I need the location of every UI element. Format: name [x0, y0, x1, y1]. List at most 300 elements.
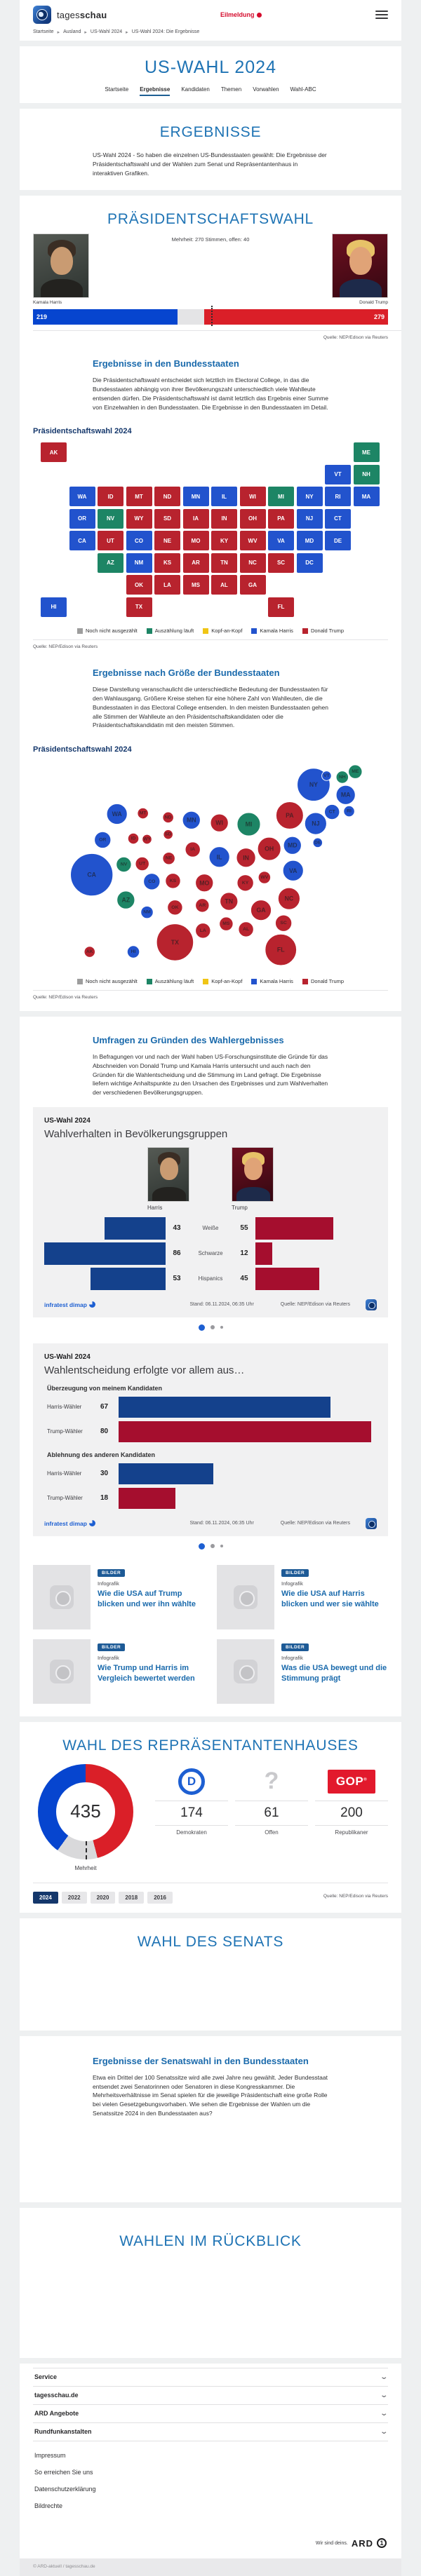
harris-name: Kamala Harris	[33, 300, 62, 306]
chart-source: Quelle: NEP/Edison via Reuters	[280, 1302, 350, 1308]
year-chip-2020[interactable]: 2020	[91, 1892, 116, 1904]
state-tile-DE[interactable]: DE	[325, 531, 351, 550]
harris-votes-segment[interactable]: 219	[33, 309, 178, 325]
hamburger-menu-icon[interactable]	[375, 8, 388, 21]
footer-accordions	[33, 2368, 388, 2441]
tagesschau-globe-icon	[33, 6, 51, 24]
state-bubble-KS[interactable]	[166, 874, 180, 888]
state-tile-VA[interactable]: VA	[268, 531, 294, 550]
state-bubble-IL[interactable]	[209, 847, 229, 867]
state-bubble-label: MI	[245, 820, 253, 828]
copyright-strip: © ARD-aktuell / tagesschau.de	[20, 2558, 401, 2576]
state-bubble-label: TX	[171, 938, 179, 946]
breadcrumb-item[interactable]: Startseite	[33, 29, 54, 34]
state-bubble-AZ[interactable]	[117, 891, 135, 909]
bundesstaaten-text: Die Präsidentschaftswahl entscheidet sich letztlich im Electoral College, in das die Bundesstaaten abhängig von ihrer Bevölkerungszahl unterschiedlich viele Wahlleute entsenden dürfen. Die Präsidentschaftswahl ist damit letztlich das Ergebnis einer Summe von Einzelwahlen in den Bundesstaaten. Die Ergebnisse in den Bundesstaaten im Detail.	[93, 377, 328, 411]
state-bubble-label: AR	[199, 902, 206, 908]
carousel-dot-3[interactable]	[220, 1545, 223, 1547]
harris-photo-small	[147, 1147, 189, 1202]
teaser-image-placeholder	[33, 1565, 91, 1629]
group-label: Überzeugung von meinem Kandidaten	[47, 1384, 163, 1392]
voter-bar[interactable]	[119, 1463, 213, 1484]
state-bubble-OK[interactable]	[168, 900, 182, 915]
majority-note: Mehrheit: 270 Stimmen, offen: 40	[171, 236, 250, 243]
state-bubble-label: CO	[148, 879, 156, 884]
harris-bar-zone	[44, 1217, 166, 1240]
repraesentantenhaus-card	[20, 1722, 401, 1913]
footer-accordion-service[interactable]	[33, 2368, 388, 2386]
legend-label: Donald Trump	[310, 978, 345, 984]
tagesschau-globe-watermark-icon	[234, 1660, 258, 1683]
state-tile-MS[interactable]: MS	[183, 575, 209, 595]
chevron-down-icon: ⌄	[379, 2373, 388, 2381]
decision-group	[44, 1385, 377, 1443]
chart-source: Quelle: NEP/Edison via Reuters	[280, 1521, 350, 1526]
state-tile-UT[interactable]: UT	[98, 531, 123, 550]
voter-value: 80	[100, 1428, 109, 1436]
legend-label: Kopf-an-Kopf	[211, 628, 243, 635]
footer-accordion-rundfunkanstalten[interactable]	[33, 2422, 388, 2441]
harris-label: Harris	[147, 1204, 163, 1211]
state-bubble-IA[interactable]	[185, 842, 200, 857]
state-tile-SC[interactable]: SC	[268, 553, 294, 573]
state-tile-NC[interactable]: NC	[240, 553, 266, 573]
trump-bar[interactable]	[255, 1217, 333, 1240]
state-tile-IA[interactable]: IA	[183, 509, 209, 529]
state-bubble-HI[interactable]	[127, 946, 140, 958]
umfragen-card	[20, 1017, 401, 1716]
harris-bar[interactable]	[44, 1242, 166, 1265]
state-bubble-label: ND	[164, 815, 172, 820]
infografik-teaser-link[interactable]	[217, 1565, 388, 1629]
state-bubble-label: VA	[288, 867, 298, 874]
ergebnisse-card	[20, 109, 401, 190]
state-bubble-label: AK	[86, 949, 93, 955]
state-bubble-GA[interactable]	[250, 900, 271, 921]
legend-swatch	[147, 628, 152, 634]
praesident-title: PRÄSIDENTSCHAFTSWAHL	[107, 211, 314, 228]
state-bubble-CA[interactable]	[71, 853, 113, 895]
state-bubble-MA[interactable]	[336, 785, 355, 804]
tagesschau-globe-watermark-icon	[234, 1585, 258, 1609]
footer-link-bildrechte[interactable]: Bildrechte	[34, 2502, 63, 2509]
voter-label: Trump-Wähler	[47, 1428, 83, 1435]
open-votes-segment[interactable]	[178, 309, 204, 325]
state-tile-NJ[interactable]: NJ	[297, 509, 323, 529]
majority-270-marker	[211, 306, 213, 326]
chart-stand: Stand: 06.11.2024, 06:35 Uhr	[189, 1521, 254, 1526]
state-tile-CA[interactable]: CA	[69, 531, 95, 550]
state-tile-IN[interactable]: IN	[211, 509, 237, 529]
state-bubble-NM[interactable]	[141, 906, 154, 918]
voter-bar[interactable]	[119, 1397, 330, 1418]
state-bubble-MN[interactable]	[182, 811, 200, 829]
accordion-label: Service	[34, 2373, 58, 2380]
state-bubble-label: GA	[256, 907, 266, 914]
legend-label: Auszählung läuft	[154, 628, 194, 635]
state-bubble-WV[interactable]	[258, 872, 271, 884]
teaser-title[interactable]: Was die USA bewegt und die Stimmung prägt	[281, 1663, 387, 1683]
teaser-image-placeholder	[217, 1639, 274, 1704]
state-tile-FL[interactable]: FL	[268, 597, 294, 617]
state-bubble-WI[interactable]	[210, 814, 228, 832]
legend-label: Kamala Harris	[260, 978, 293, 984]
infratest-dimap-logo: infratest dimap	[44, 1301, 95, 1308]
state-tile-ME[interactable]: ME	[354, 442, 380, 462]
state-tile-OR[interactable]: OR	[69, 509, 95, 529]
trump-bar[interactable]	[255, 1242, 272, 1265]
senatswahl-heading[interactable]: Ergebnisse der Senatswahl in den Bundesstaaten	[93, 2055, 309, 2066]
state-bubble-label: OK	[171, 904, 179, 910]
state-tile-OH[interactable]: OH	[240, 509, 266, 529]
state-tile-MN[interactable]: MN	[183, 487, 209, 506]
teaser-image-placeholder	[217, 1565, 274, 1629]
tab-vorwahlen[interactable]: Vorwahlen	[253, 86, 279, 93]
state-tile-NM[interactable]: NM	[126, 553, 152, 573]
state-tile-ND[interactable]: ND	[154, 487, 180, 506]
state-bubble-label: SC	[280, 921, 287, 926]
state-bubble-label: SD	[164, 832, 172, 837]
state-bubble-label: IL	[216, 853, 222, 861]
trump-bar[interactable]	[255, 1268, 319, 1290]
party-stat-offen	[235, 1767, 308, 1836]
breadcrumb-item[interactable]: Ausland	[63, 29, 81, 34]
majority-dashed-marker	[86, 1841, 87, 1859]
state-bubble-TN[interactable]	[220, 893, 238, 910]
groesse-heading[interactable]: Ergebnisse nach Größe der Bundesstaaten	[93, 667, 280, 679]
trump-value: 55	[240, 1224, 248, 1233]
legend-label: Auszählung läuft	[154, 978, 194, 984]
harris-value: 43	[173, 1224, 181, 1233]
trump-value: 45	[240, 1275, 248, 1283]
state-tile-MD[interactable]: MD	[297, 531, 323, 550]
groesse-text: Diese Darstellung veranschaulicht die unterschiedliche Bedeutung der Bundesstaaten für den Wahlausgang. Größere Kreise stehen für eine höhere Zahl von Wahlleuten, die die Bundesstaaten in das Electoral College entsenden. In den meisten Bundesstaaten gehen alle Stimmen der Wahlleute an den Präsidentschaftskandidaten oder die Präsidentschaftskandidatin mit den meisten Stimmen.	[93, 686, 328, 729]
year-chip-2018[interactable]: 2018	[119, 1892, 144, 1904]
infografik-wahlverhalten	[33, 1107, 388, 1317]
state-bubble-CT[interactable]	[325, 804, 340, 819]
voter-value: 18	[100, 1494, 109, 1503]
state-bubble-CO[interactable]	[144, 874, 160, 890]
infratest-dimap-logo: infratest dimap	[44, 1520, 95, 1527]
trump-label: Trump	[232, 1204, 248, 1211]
state-tile-OK[interactable]: OK	[126, 575, 152, 595]
state-bubble-AL[interactable]	[239, 922, 253, 937]
trump-votes-segment[interactable]: 279	[204, 309, 388, 325]
state-bubble-label: UT	[139, 861, 146, 867]
legend-label: Noch nicht ausgezählt	[85, 978, 138, 984]
umfragen-heading[interactable]: Umfragen zu Gründen des Wahlergebnisses	[93, 1035, 284, 1045]
house-total: 435	[70, 1801, 101, 1822]
ergebnisse-title: ERGEBNISSE	[159, 124, 262, 140]
state-tile-VT[interactable]: VT	[325, 465, 351, 484]
democrat-d-logo-icon	[155, 1767, 228, 1796]
state-tile-NV[interactable]: NV	[98, 509, 123, 529]
state-tile-PA[interactable]: PA	[268, 509, 294, 529]
teaser-text	[98, 1565, 204, 1629]
state-bubble-label: PA	[286, 811, 294, 819]
harris-bar[interactable]	[91, 1268, 165, 1290]
state-bubble-NH[interactable]	[336, 771, 349, 784]
decision-row	[44, 1487, 377, 1510]
state-bubble-label: NH	[338, 774, 346, 780]
state-bubble-label: CT	[328, 809, 335, 815]
state-bubble-DE[interactable]	[313, 838, 323, 848]
decision-row	[44, 1463, 377, 1485]
teaser-kicker: Infografik	[98, 1654, 119, 1661]
decision-bar-chart	[44, 1385, 377, 1510]
state-bubble-UT[interactable]	[135, 857, 149, 870]
party-stat-republikaner	[315, 1767, 388, 1836]
state-tile-GA[interactable]: GA	[240, 575, 266, 595]
state-tile-MT[interactable]: MT	[126, 487, 152, 506]
tab-startseite[interactable]: Startseite	[105, 86, 129, 93]
category-label: Hispanics	[198, 1275, 223, 1282]
state-tile-HI[interactable]: HI	[41, 597, 67, 617]
tagesschau-globe-watermark-icon	[50, 1585, 74, 1609]
legend-label: Noch nicht ausgezählt	[85, 628, 138, 635]
state-bubble-label: ME	[352, 769, 359, 775]
state-bubble-label: WI	[215, 819, 224, 827]
state-bubble-label: MS	[222, 921, 230, 927]
state-bubble-KY[interactable]	[237, 875, 253, 891]
breadcrumb-separator: ▸	[57, 30, 60, 35]
legend-item	[147, 628, 194, 634]
state-bubble-MT[interactable]	[138, 808, 149, 819]
footer-accordion-ard-angebote[interactable]	[33, 2404, 388, 2422]
breaking-news-link[interactable]	[220, 11, 262, 18]
teaser-kicker: Infografik	[98, 1580, 119, 1587]
footer	[20, 2364, 401, 2558]
footer-link-datenschutzerkl-rung[interactable]: Datenschutzerklärung	[34, 2485, 96, 2493]
trump-bar-zone	[255, 1242, 377, 1265]
state-bubble-label: OR	[99, 837, 107, 843]
footer-link-so-erreichen-sie-uns[interactable]: So erreichen Sie uns	[34, 2468, 93, 2476]
state-bubble-AK[interactable]	[84, 947, 95, 958]
state-bubble-WA[interactable]	[107, 804, 127, 824]
donald-trump-photo	[332, 233, 388, 298]
state-tile-NH[interactable]: NH	[354, 465, 380, 484]
state-bubble-OH[interactable]	[258, 837, 281, 860]
teaser-kicker: Infografik	[281, 1580, 303, 1587]
state-tile-CO[interactable]: CO	[126, 531, 152, 550]
state-tile-AL[interactable]: AL	[211, 575, 237, 595]
state-tile-WA[interactable]: WA	[69, 487, 95, 506]
state-tile-NE[interactable]: NE	[154, 531, 180, 550]
source-note: Quelle: NEP/Edison via Reuters	[33, 639, 388, 649]
teaser-text	[281, 1639, 388, 1704]
cartogram-title: Präsidentschaftswahl 2024	[33, 745, 132, 754]
state-tile-ID[interactable]: ID	[98, 487, 123, 506]
tab-kandidaten[interactable]: Kandidaten	[181, 86, 210, 93]
state-tile-RI[interactable]: RI	[325, 487, 351, 506]
tab-themen[interactable]: Themen	[220, 86, 242, 93]
state-bubble-MD[interactable]	[283, 836, 301, 854]
infografik-teaser-link[interactable]	[33, 1565, 204, 1629]
state-bubble-IN[interactable]	[236, 848, 255, 867]
teaser-title[interactable]: Wie Trump und Harris im Vergleich bewertet werden	[98, 1663, 195, 1683]
state-tile-NY[interactable]: NY	[297, 487, 323, 506]
teaser-text	[98, 1639, 204, 1704]
state-tile-AR[interactable]: AR	[183, 553, 209, 573]
carousel-dots	[20, 1536, 401, 1552]
state-tile-IL[interactable]: IL	[211, 487, 237, 506]
state-bubble-label: NY	[309, 781, 319, 789]
state-bubble-label: AZ	[121, 896, 131, 904]
harris-bar[interactable]	[105, 1217, 165, 1240]
choropleth-title: Präsidentschaftswahl 2024	[33, 427, 132, 436]
state-tile-AK[interactable]: AK	[41, 442, 67, 462]
legend-swatch	[302, 979, 308, 984]
state-bubble-LA[interactable]	[196, 923, 210, 938]
chevron-down-icon: ⌄	[379, 2391, 388, 2399]
ard-logo[interactable]	[33, 2514, 388, 2558]
state-bubble-SC[interactable]	[275, 915, 291, 931]
year-chip-2016[interactable]: 2016	[147, 1892, 173, 1904]
infografik-teaser-link[interactable]	[33, 1639, 204, 1704]
state-tile-CT[interactable]: CT	[325, 509, 351, 529]
state-tile-WI[interactable]: WI	[240, 487, 266, 506]
carousel-dot-2[interactable]	[210, 1325, 215, 1329]
source-note: Quelle: NEP/Edison via Reuters	[33, 330, 401, 340]
state-tile-KS[interactable]: KS	[154, 553, 180, 573]
chart-kicker: US-Wahl 2024	[44, 1116, 91, 1125]
state-bubble-VA[interactable]	[283, 860, 303, 881]
teaser-title[interactable]: Wie die USA auf Harris blicken und wer sie wählte	[281, 1589, 379, 1608]
seat-count: 61	[235, 1801, 308, 1826]
harris-value: 86	[173, 1249, 181, 1258]
tab-wahl-abc[interactable]: Wahl-ABC	[290, 86, 316, 93]
tab-ergebnisse[interactable]: Ergebnisse	[140, 86, 170, 96]
state-tile-MA[interactable]: MA	[354, 487, 380, 506]
footer-accordion-tagesschau-de[interactable]	[33, 2386, 388, 2404]
state-bubble-NC[interactable]	[278, 888, 300, 909]
state-bubble-FL[interactable]	[265, 934, 297, 965]
state-bubble-MS[interactable]	[220, 917, 233, 930]
bilder-badge: BILDER	[281, 1569, 309, 1577]
state-bubble-label: NJ	[312, 820, 320, 827]
question-mark-icon: ?	[264, 1768, 279, 1795]
carousel-dot-1[interactable]	[199, 1543, 205, 1550]
carousel-dot-2[interactable]	[210, 1544, 215, 1548]
year-chip-2024[interactable]: 2024	[33, 1892, 58, 1904]
state-bubble-OR[interactable]	[95, 832, 111, 848]
state-tile-MI[interactable]: MI	[268, 487, 294, 506]
demographics-row	[44, 1242, 377, 1266]
demographics-bar-chart	[44, 1216, 377, 1291]
footer-link-impressum[interactable]: Impressum	[34, 2451, 66, 2459]
breadcrumb-item[interactable]: US-Wahl 2024: Die Ergebnisse	[131, 29, 200, 34]
state-tile-TN[interactable]: TN	[211, 553, 237, 573]
legend-label: Donald Trump	[310, 628, 345, 635]
state-bubble-NJ[interactable]	[305, 813, 326, 834]
state-bubble-VT[interactable]	[322, 771, 332, 781]
state-bubble-ME[interactable]	[349, 765, 362, 778]
breadcrumb-item[interactable]: US-Wahl 2024	[90, 29, 123, 34]
state-bubble-label: VT	[323, 773, 330, 778]
voter-bar[interactable]	[119, 1421, 371, 1442]
state-bubble-AR[interactable]	[196, 899, 209, 912]
state-tile-AZ[interactable]: AZ	[98, 553, 123, 573]
chevron-down-icon: ⌄	[379, 2427, 388, 2436]
tagesschau-logo[interactable]	[33, 6, 107, 24]
legend-item	[251, 978, 293, 984]
state-bubble-label: WA	[112, 810, 122, 818]
state-bubble-NV[interactable]	[116, 857, 131, 872]
state-tile-DC[interactable]: DC	[297, 553, 323, 573]
state-tile-WY[interactable]: WY	[126, 509, 152, 529]
map-legend	[20, 628, 401, 634]
state-tile-SD[interactable]: SD	[154, 509, 180, 529]
decision-group	[44, 1451, 377, 1510]
year-chips	[33, 1890, 176, 1903]
harris-bar-zone	[44, 1268, 166, 1290]
state-bubble-label: MT	[139, 811, 147, 816]
legend-item	[147, 978, 194, 984]
state-bubble-label: KY	[241, 880, 249, 886]
state-bubble-SD[interactable]	[163, 829, 173, 839]
carousel-dot-3[interactable]	[220, 1326, 223, 1329]
voter-bar[interactable]	[119, 1488, 175, 1509]
footer-links	[33, 2441, 388, 2514]
senatswahl-bundesstaaten-card	[20, 2036, 401, 2202]
state-bubble-ID[interactable]	[128, 833, 139, 844]
state-tile-LA[interactable]: LA	[154, 575, 180, 595]
state-tile-MO[interactable]: MO	[183, 531, 209, 550]
state-bubble-TX[interactable]	[156, 924, 194, 961]
trump-bar-zone	[255, 1268, 377, 1290]
praesidentschaftswahl-card	[20, 196, 401, 1011]
state-bubble-RI[interactable]	[344, 806, 355, 817]
tagesschau-app-icon	[366, 1299, 377, 1310]
legend-label: Kamala Harris	[260, 628, 293, 635]
ergebnisse-intro: US-Wahl 2024 - So haben die einzelnen US-Bundesstaaten gewählt: Die Ergebnisse der Präsidentschaftswahl und der Wahlen zum Senat und Repräsentantenhaus in interaktiven Grafiken.	[93, 151, 327, 177]
demographics-row	[44, 1216, 377, 1240]
chart-footer	[44, 1299, 377, 1310]
state-bubble-label: ID	[131, 836, 136, 841]
state-bubble-WY[interactable]	[142, 834, 152, 844]
year-chip-2022[interactable]: 2022	[62, 1892, 87, 1904]
state-tile-TX[interactable]: TX	[126, 597, 152, 617]
senatswahl-text: Etwa ein Drittel der 100 Senatssitze wird alle zwei Jahre neu gewählt. Jeder Bundesstaat entsendet zwei Senatorinnen oder Senatoren in diese Kongresskammer. Die Mehrheitsverhältnisse im Senat spielen für die jeweilige Präsidentschaft eine große Rolle bei vielen Gesetzgebungsvorhaben. Wie sehen die Ergebnisse der Wahlen um die Senatssitze 2024 in den Bundesstaaten aus?	[93, 2073, 328, 2117]
state-bubble-label: WV	[260, 874, 269, 880]
infografik-teaser-link[interactable]	[217, 1639, 388, 1704]
state-bubble-label: NM	[143, 909, 151, 915]
accordion-label: Rundfunkanstalten	[34, 2428, 92, 2435]
state-tile-WV[interactable]: WV	[240, 531, 266, 550]
rueckblick-title: WAHLEN IM RÜCKBLICK	[119, 2232, 302, 2249]
state-bubble-ND[interactable]	[163, 812, 174, 823]
state-bubble-PA[interactable]	[276, 801, 303, 829]
legend-item	[77, 978, 138, 984]
state-bubble-label: IA	[190, 847, 196, 853]
state-bubble-MI[interactable]	[237, 813, 260, 836]
state-bubble-NE[interactable]	[163, 852, 175, 865]
house-party-stats	[155, 1764, 388, 1836]
category-label: Weiße	[202, 1225, 219, 1232]
teaser-title[interactable]: Wie die USA auf Trump blicken und wer ihn wählte	[98, 1589, 196, 1608]
state-bubble-label: AL	[243, 926, 250, 932]
state-bubble-MO[interactable]	[196, 874, 213, 892]
state-bubble-label: RI	[347, 808, 352, 814]
voter-label: Harris-Wähler	[47, 1470, 82, 1477]
seat-count: 174	[155, 1801, 228, 1826]
legend-item	[77, 628, 138, 634]
bundesstaaten-heading[interactable]: Ergebnisse in den Bundesstaaten	[93, 358, 239, 370]
state-bubble-label: MD	[287, 841, 298, 849]
carousel-dot-1[interactable]	[199, 1324, 205, 1331]
state-tile-KY[interactable]: KY	[211, 531, 237, 550]
section-tabs	[20, 78, 401, 103]
